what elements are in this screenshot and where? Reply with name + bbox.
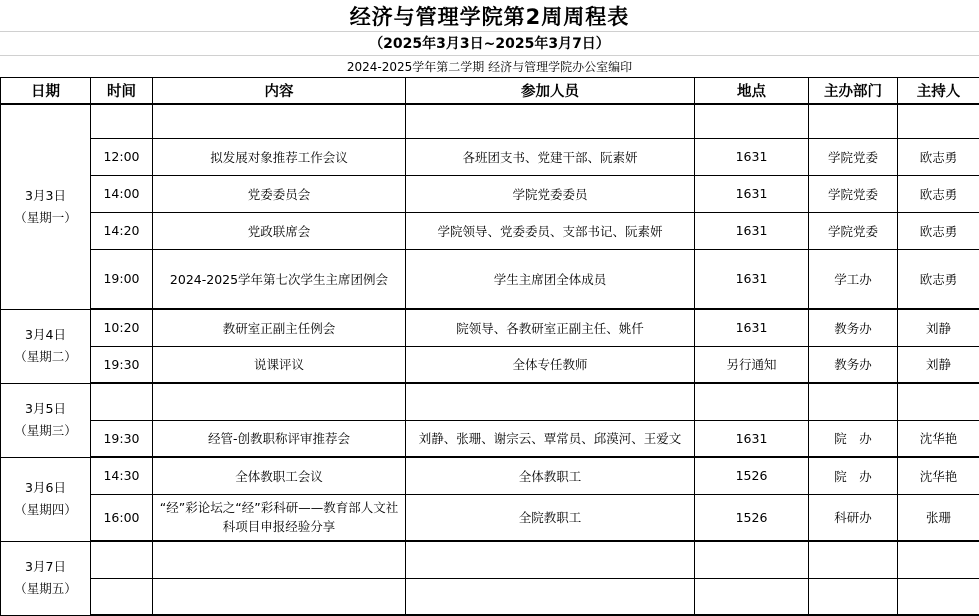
host-cell: 沈华艳 bbox=[898, 420, 979, 457]
organizer-cell: 教务办 bbox=[809, 346, 898, 383]
date-cell bbox=[1, 309, 91, 383]
schedule-row bbox=[1, 212, 979, 249]
schedule-row bbox=[1, 175, 979, 212]
page-title: 经济与管理学院第2周周程表 bbox=[349, 4, 630, 29]
content-cell bbox=[153, 383, 406, 420]
schedule-row bbox=[1, 309, 979, 346]
col-organizer-header: 主办部门 bbox=[809, 78, 898, 105]
col-attendees-header: 参加人员 bbox=[406, 78, 695, 105]
attendees-cell: 学院党委委员 bbox=[406, 175, 695, 212]
host-cell: 欧志勇 bbox=[898, 212, 979, 249]
host-cell: 欧志勇 bbox=[898, 249, 979, 309]
date-cell bbox=[1, 104, 91, 309]
content-cell bbox=[153, 541, 406, 578]
content-cell: 说课评议 bbox=[153, 346, 406, 383]
weekday-label: （星期三） bbox=[14, 423, 77, 438]
location-cell: 1526 bbox=[695, 494, 809, 541]
schedule-row bbox=[1, 420, 979, 457]
organizer-cell: 教务办 bbox=[809, 309, 898, 346]
schedule-row bbox=[1, 138, 979, 175]
attendees-cell: 全体教职工 bbox=[406, 457, 695, 494]
organizer-cell: 学院党委 bbox=[809, 138, 898, 175]
location-cell bbox=[695, 578, 809, 615]
time-cell: 19:30 bbox=[91, 420, 153, 457]
date-label: 3月7日 bbox=[25, 559, 66, 574]
time-cell bbox=[91, 578, 153, 615]
time-cell: 19:00 bbox=[91, 249, 153, 309]
content-cell: “经”彩论坛之“经”彩科研——教育部人文社科项目申报经验分享 bbox=[153, 494, 406, 541]
time-cell: 16:00 bbox=[91, 494, 153, 541]
attendees-cell bbox=[406, 104, 695, 138]
weekday-label: （星期二） bbox=[14, 349, 77, 364]
content-cell: 经管-创教职称评审推荐会 bbox=[153, 420, 406, 457]
host-cell: 刘静 bbox=[898, 346, 979, 383]
time-cell bbox=[91, 541, 153, 578]
host-cell bbox=[898, 578, 979, 615]
location-cell: 1631 bbox=[695, 138, 809, 175]
time-cell bbox=[91, 383, 153, 420]
time-cell: 14:30 bbox=[91, 457, 153, 494]
schedule-row bbox=[1, 494, 979, 541]
attendees-cell: 学院领导、党委委员、支部书记、阮素妍 bbox=[406, 212, 695, 249]
host-cell bbox=[898, 383, 979, 420]
content-cell bbox=[153, 578, 406, 615]
weekday-label: （星期一） bbox=[14, 209, 77, 225]
time-cell: 14:20 bbox=[91, 212, 153, 249]
attendees-cell: 全体专任教师 bbox=[406, 346, 695, 383]
content-cell: 党委委员会 bbox=[153, 175, 406, 212]
location-cell: 1631 bbox=[695, 420, 809, 457]
location-cell: 1631 bbox=[695, 309, 809, 346]
host-cell bbox=[898, 104, 979, 138]
date-cell bbox=[1, 383, 91, 457]
attendees-cell: 学生主席团全体成员 bbox=[406, 249, 695, 309]
organizer-cell: 学院党委 bbox=[809, 212, 898, 249]
weekday-label: （星期五） bbox=[14, 581, 77, 596]
organizer-cell bbox=[809, 578, 898, 615]
location-cell: 1526 bbox=[695, 457, 809, 494]
organizer-cell bbox=[809, 104, 898, 138]
schedule-row bbox=[1, 249, 979, 309]
date-cell bbox=[1, 457, 91, 541]
organizer-cell bbox=[809, 383, 898, 420]
location-cell: 1631 bbox=[695, 175, 809, 212]
schedule-table bbox=[0, 77, 979, 616]
host-cell: 欧志勇 bbox=[898, 175, 979, 212]
schedule-row bbox=[1, 383, 979, 420]
date-range: （2025年3月3日~2025年3月7日） bbox=[369, 36, 610, 52]
date-label: 3月5日 bbox=[25, 401, 66, 416]
attendees-cell: 院领导、各教研室正副主任、姚仟 bbox=[406, 309, 695, 346]
content-cell bbox=[153, 104, 406, 138]
location-cell: 1631 bbox=[695, 212, 809, 249]
time-cell: 19:30 bbox=[91, 346, 153, 383]
attendees-cell bbox=[406, 383, 695, 420]
content-cell: 教研室正副主任例会 bbox=[153, 309, 406, 346]
content-cell: 全体教职工会议 bbox=[153, 457, 406, 494]
attendees-cell: 各班团支书、党建干部、阮素妍 bbox=[406, 138, 695, 175]
col-host-header: 主持人 bbox=[898, 78, 979, 105]
location-cell: 另行通知 bbox=[695, 346, 809, 383]
header-row bbox=[1, 78, 979, 105]
attendees-cell: 刘静、张珊、谢宗云、覃常员、邱漠河、王爱文 bbox=[406, 420, 695, 457]
host-cell: 沈华艳 bbox=[898, 457, 979, 494]
date-label: 3月4日 bbox=[25, 327, 66, 342]
content-cell: 党政联席会 bbox=[153, 212, 406, 249]
weekday-label: （星期四） bbox=[14, 502, 77, 517]
schedule-row bbox=[1, 578, 979, 615]
col-location-header: 地点 bbox=[695, 78, 809, 105]
date-label: 3月3日 bbox=[25, 187, 66, 203]
attendees-cell bbox=[406, 541, 695, 578]
col-content-header: 内容 bbox=[153, 78, 406, 105]
content-cell: 2024-2025学年第七次学生主席团例会 bbox=[153, 249, 406, 309]
schedule-row bbox=[1, 104, 979, 138]
organizer-cell: 院 办 bbox=[809, 420, 898, 457]
col-time-header: 时间 bbox=[91, 78, 153, 105]
location-cell bbox=[695, 383, 809, 420]
host-cell bbox=[898, 541, 979, 578]
location-cell bbox=[695, 541, 809, 578]
col-date-header: 日期 bbox=[1, 78, 91, 105]
organizer-cell: 学工办 bbox=[809, 249, 898, 309]
host-cell: 张珊 bbox=[898, 494, 979, 541]
subtitle: 2024-2025学年第二学期 经济与管理学院办公室编印 bbox=[346, 59, 633, 74]
time-cell: 14:00 bbox=[91, 175, 153, 212]
host-cell: 欧志勇 bbox=[898, 138, 979, 175]
attendees-cell bbox=[406, 578, 695, 615]
time-cell bbox=[91, 104, 153, 138]
location-cell bbox=[695, 104, 809, 138]
content-cell: 拟发展对象推荐工作会议 bbox=[153, 138, 406, 175]
schedule-row bbox=[1, 346, 979, 383]
time-cell: 12:00 bbox=[91, 138, 153, 175]
schedule-body bbox=[1, 104, 979, 615]
time-cell: 10:20 bbox=[91, 309, 153, 346]
organizer-cell: 院 办 bbox=[809, 457, 898, 494]
organizer-cell bbox=[809, 541, 898, 578]
host-cell: 刘静 bbox=[898, 309, 979, 346]
date-cell bbox=[1, 541, 91, 615]
organizer-cell: 学院党委 bbox=[809, 175, 898, 212]
date-label: 3月6日 bbox=[25, 480, 66, 495]
schedule-row bbox=[1, 541, 979, 578]
organizer-cell: 科研办 bbox=[809, 494, 898, 541]
attendees-cell: 全院教职工 bbox=[406, 494, 695, 541]
location-cell: 1631 bbox=[695, 249, 809, 309]
schedule-row bbox=[1, 457, 979, 494]
